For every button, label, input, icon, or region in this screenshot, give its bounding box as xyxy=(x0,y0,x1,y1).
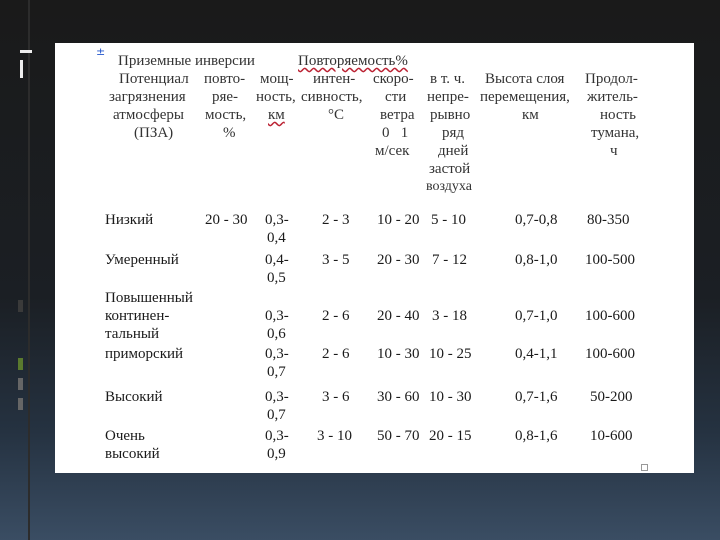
decor-bar xyxy=(20,50,32,53)
resize-handle-icon[interactable] xyxy=(641,464,648,471)
group-header-frequency: Повторяемость% xyxy=(298,53,408,69)
decor-accent xyxy=(18,378,23,390)
left-edge-strip xyxy=(28,0,30,540)
decor-bar xyxy=(20,60,35,78)
move-handle-icon[interactable]: ± xyxy=(96,45,106,58)
group-header-inversions: Приземные инверсии xyxy=(118,53,255,69)
decor-accent xyxy=(18,358,23,370)
decor-accent xyxy=(18,300,23,312)
slide-canvas: ± Приземные инверсии Повторяемость% Потенциал загрязнения атмосферы (ПЗА) повто- ряе- мость, % мощ- ность, км интен- сивность, °С скоро- сти ветра 0 1 м/сек в т. ч. непре- рывно ряд дней застой воздуха Высота слоя перемещения, км Продол- житель- ность тумана, ч Низкий 20 - 30 0,3- 0,4 2 - 3 10 - 20 5 - 10 0,7-0,8 80-350 Умеренный 0,4- 0,5 3 - 5 20 - 30 7 - 12 0,8-1,0 100-500 Повышенный континен- тальный 0,3- 0,6 2 - 6 20 - 40 3 - 18 0,7-1,0 100-600 приморский 0,3- 0,7 2 - 6 10 - 30 10 - 25 0,4-1,1 100-600 Высокий 0,3- 0,7 3 - 6 30 - 60 10 - 30 0,7-1,6 50-200 Очень высокий 0,3- 0,9 3 - 10 50 - 70 20 - 15 0,8-1,6 10-600 xyxy=(55,43,694,473)
decor-accent xyxy=(18,398,23,410)
